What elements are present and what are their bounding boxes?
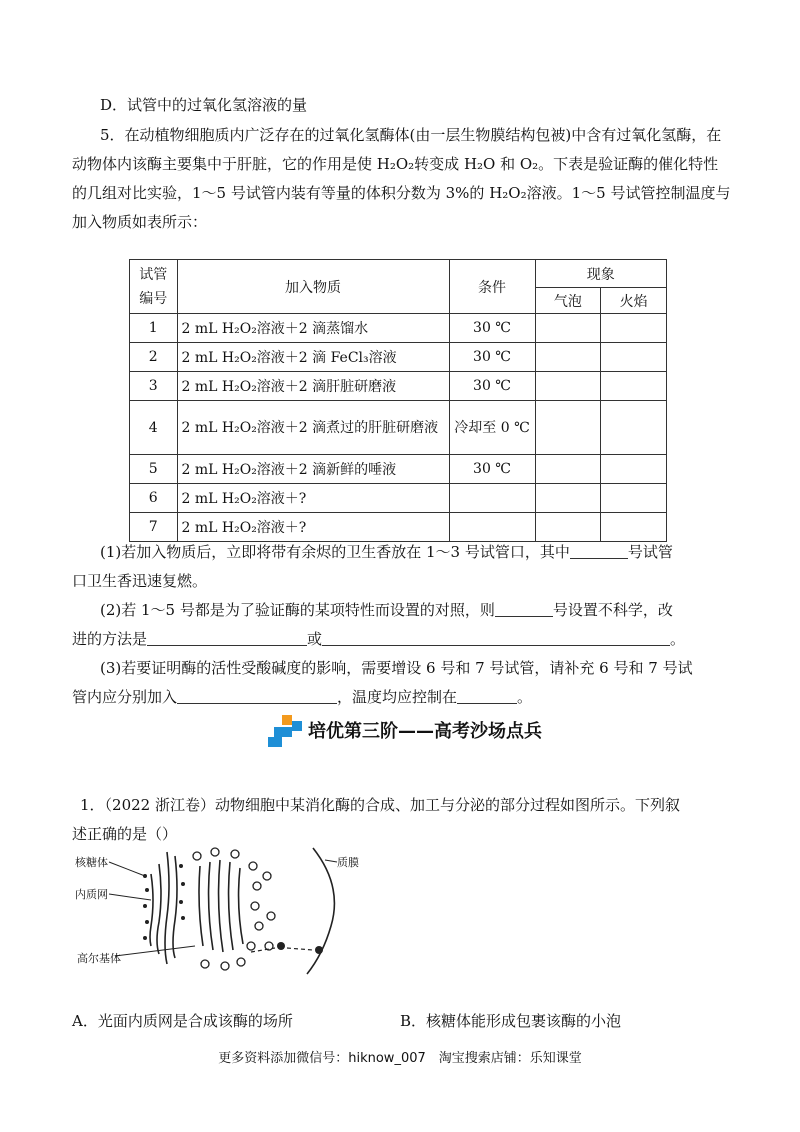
- answer-blank[interactable]: [495, 602, 553, 617]
- row-flame: [601, 401, 667, 455]
- row-substance: 2 mL H₂O₂溶液＋2 滴煮过的肝脏研磨液: [177, 401, 449, 455]
- table-row: [130, 513, 667, 542]
- row-flame: [601, 484, 667, 513]
- sub-question-2: (2)若 1～5 号都是为了验证酶的某项特性而设置的对照，则 号设置不科学，改: [100, 601, 673, 619]
- experiment-table: [129, 259, 667, 542]
- header-tube-number: 试管 编号: [130, 260, 178, 314]
- row-substance: 2 mL H₂O₂溶液＋2 滴新鲜的唾液: [177, 455, 449, 484]
- row-condition: [449, 513, 535, 542]
- answer-blank[interactable]: [147, 631, 307, 646]
- header-flame: 火焰: [601, 288, 667, 314]
- answer-blank[interactable]: [177, 689, 337, 704]
- row-substance: 2 mL H₂O₂溶液＋2 滴蒸馏水: [177, 314, 449, 343]
- page-footer: 更多资料添加微信号：hiknow_007 淘宝搜索店铺：乐知课堂: [218, 1051, 582, 1066]
- row-flame: [601, 455, 667, 484]
- row-condition: 30 ℃: [449, 314, 535, 343]
- row-number: 7: [130, 513, 178, 542]
- row-condition: [449, 484, 535, 513]
- label-membrane: 质膜: [337, 856, 359, 869]
- row-condition: 30 ℃: [449, 372, 535, 401]
- row-bubble: [535, 484, 601, 513]
- row-number: 4: [130, 401, 178, 455]
- row-substance: 2 mL H₂O₂溶液＋2 滴肝脏研磨液: [177, 372, 449, 401]
- row-flame: [601, 513, 667, 542]
- sub-question-3-cont: 管内应分别加入 ，温度均应控制在 。: [72, 688, 533, 706]
- label-golgi: 高尔基体: [77, 952, 121, 965]
- answer-blank[interactable]: [457, 689, 517, 704]
- label-ribosome: 核糖体: [75, 856, 108, 869]
- row-condition: 冷却至 0 ℃: [449, 401, 535, 455]
- row-substance: 2 mL H₂O₂溶液＋?: [177, 484, 449, 513]
- row-number: 3: [130, 372, 178, 401]
- option-a: A．光面内质网是合成该酶的场所: [72, 1012, 293, 1030]
- header-condition: 条件: [449, 260, 535, 314]
- row-bubble: [535, 513, 601, 542]
- row-number: 2: [130, 343, 178, 372]
- header-bubble: 气泡: [535, 288, 601, 314]
- sub-question-1-cont: 口卫生香迅速复燃。: [72, 572, 208, 590]
- header-phenomenon: 现象: [535, 260, 667, 288]
- table-row: [130, 343, 667, 372]
- question-1-line1: 1．（2022 浙江卷）动物细胞中某消化酶的合成、加工与分泌的部分过程如图所示。下列叙: [80, 796, 680, 814]
- row-condition: 30 ℃: [449, 455, 535, 484]
- sub-question-1: (1)若加入物质后，立即将带有余烬的卫生香放在 1～3 号试管口，其中 号试管: [100, 543, 673, 561]
- row-substance: 2 mL H₂O₂溶液＋?: [177, 513, 449, 542]
- table-row: [130, 401, 667, 455]
- label-er: 内质网: [75, 888, 108, 901]
- row-number: 1: [130, 314, 178, 343]
- sub-question-2-cont: 进的方法是 或 。: [72, 630, 686, 648]
- row-flame: [601, 343, 667, 372]
- option-d: D．试管中的过氧化氢溶液的量: [100, 96, 308, 114]
- row-bubble: [535, 455, 601, 484]
- row-bubble: [535, 401, 601, 455]
- table-row: [130, 372, 667, 401]
- row-bubble: [535, 314, 601, 343]
- row-substance: 2 mL H₂O₂溶液＋2 滴 FeCl₃溶液: [177, 343, 449, 372]
- row-number: 5: [130, 455, 178, 484]
- row-condition: 30 ℃: [449, 343, 535, 372]
- option-b: B．核糖体能形成包裹该酶的小泡: [400, 1012, 622, 1030]
- row-number: 6: [130, 484, 178, 513]
- section-logo-icon: [268, 713, 302, 747]
- question-1-line2: 述正确的是（）: [72, 825, 178, 843]
- question-5-text: 5．在动植物细胞质内广泛存在的过氧化氢酶体(由一层生物膜结构包被)中含有过氧化氢酶，在动物体内该酶主要集中于肝脏，它的作用是使 H₂O₂转变成 H₂O 和 O₂。下表是验证酶的催化特性的几组对比实验，1～5 号试管内装有等量的体积分数为 3%的 H₂O₂溶液。1～5 号试管控制温度与加入物质如表所示：: [72, 126, 731, 231]
- table-row: [130, 455, 667, 484]
- answer-blank[interactable]: [570, 544, 628, 559]
- row-bubble: [535, 343, 601, 372]
- row-flame: [601, 314, 667, 343]
- answer-blank[interactable]: [322, 631, 670, 646]
- section-title: 培优第三阶——高考沙场点兵: [308, 721, 542, 742]
- table-row: [130, 314, 667, 343]
- section-heading: [268, 712, 542, 748]
- table-row: [130, 484, 667, 513]
- secretion-figure: [75, 846, 375, 976]
- sub-question-3: (3)若要证明酶的活性受酸碱度的影响，需要增设 6 号和 7 号试管，请补充 6 号和 7 号试: [100, 659, 693, 677]
- row-flame: [601, 372, 667, 401]
- row-bubble: [535, 372, 601, 401]
- header-substance: 加入物质: [177, 260, 449, 314]
